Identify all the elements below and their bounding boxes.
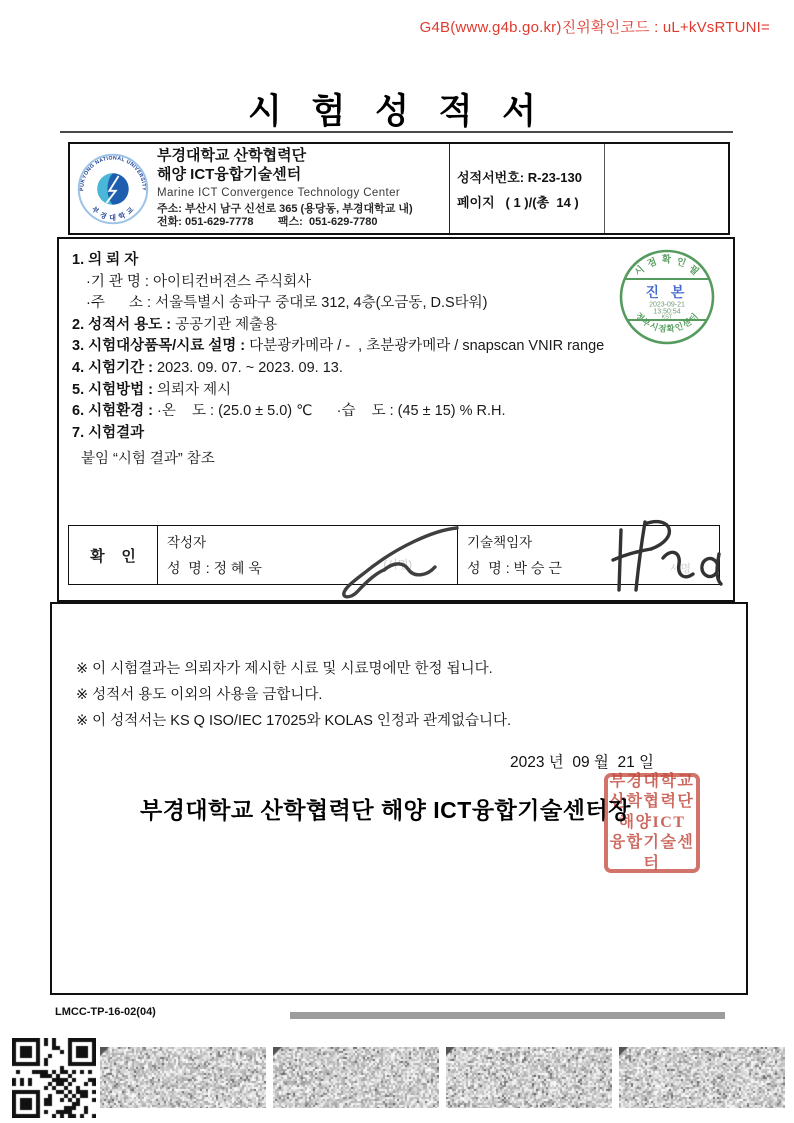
- confirmation-title: 확 인: [69, 526, 158, 584]
- seal-line: 산학협력단: [609, 793, 695, 811]
- attachment-note: 붙임 “시험 결과” 참조: [81, 451, 215, 468]
- writer-cell: [158, 526, 458, 584]
- notes-box: [50, 602, 748, 995]
- header-org-cell: [70, 144, 450, 233]
- tech-sign-placeholder: 서명: [669, 563, 691, 575]
- security-strip: [619, 1047, 785, 1108]
- org-name-line2: 해양 ICT융합기술센터: [157, 165, 302, 183]
- item-client: 1. 의 뢰 자: [72, 252, 139, 268]
- item-sample: 3. 시험대상품목/시료 설명 : 다분광카메라 / - , 초분광카메라 / snapscan VNIR range: [72, 338, 605, 355]
- item-client-org: ·기 관 명 : 아이티컨버젼스 주식회사: [86, 273, 312, 290]
- item-period: 4. 시험기간 : 2023. 09. 07. ~ 2023. 09. 13.: [72, 359, 343, 376]
- seal-line: 해양ICT: [618, 813, 686, 831]
- page-title: 시 험 성 적 서: [248, 92, 546, 131]
- security-strip: [446, 1047, 612, 1108]
- stamp-arc-bottom-text: 정부시점확인센터: [633, 310, 701, 335]
- item-method: 5. 시험방법 : 의뢰자 제시: [72, 381, 232, 398]
- item-result: 7. 시험결과: [72, 424, 145, 441]
- university-logo-icon: [76, 152, 150, 226]
- tech-manager-cell: [458, 526, 719, 584]
- stamp-date: 2023-09-21: [649, 301, 685, 309]
- logo-arc-top-text: PUKYONG NATIONAL UNIVERSITY: [79, 154, 147, 191]
- item-environment: 6. 시험환경 : ·온 도 : (25.0 ± 5.0) ℃ ·습 도 : (45 ± 15) % R.H.: [72, 403, 506, 420]
- item-client-address: ·주 소 : 서울특별시 송파구 중대로 312, 4층(오금동, D.S타워): [86, 295, 488, 312]
- logo-arc-bottom-text: 부 경 대 학 교: [89, 205, 137, 222]
- stamp-center-text: 진 본: [645, 284, 689, 300]
- tech-role-label: 기술책임자: [467, 535, 533, 550]
- header-empty-cell: [605, 144, 728, 233]
- security-pattern-strips: [100, 1047, 785, 1108]
- writer-name: 성 명 : 정 혜 욱: [167, 560, 262, 576]
- title-divider: [60, 131, 733, 133]
- verification-code: G4B(www.g4b.go.kr)진위확인코드 : uL+kVsRTUNI=: [419, 19, 770, 36]
- seal-line: 부경대학교: [609, 772, 695, 790]
- disclaimer-notes: [76, 656, 511, 734]
- footer-gray-bar: [290, 1012, 725, 1019]
- org-phone-fax: 전화: 051-629-7778 팩스: 051-629-7780: [157, 216, 378, 229]
- tech-name: 성 명 : 박 승 근: [467, 560, 562, 576]
- security-strip: [273, 1047, 439, 1108]
- stamp-time: 13:50:54: [653, 308, 681, 316]
- report-number: 성적서번호: R-23-130: [457, 169, 582, 185]
- document-code: LMCC-TP-16-02(04): [55, 1006, 156, 1018]
- note-line: ※ 성적서 용도 이외의 사용을 금합니다.: [76, 687, 323, 703]
- writer-role-label: 작성자: [167, 535, 207, 550]
- security-strip: [100, 1047, 266, 1108]
- qr-code: [12, 1038, 96, 1118]
- issue-date: 2023 년 09 월 21 일: [509, 754, 654, 771]
- header-report-cell: [450, 144, 605, 233]
- header-table: [68, 142, 730, 235]
- issuer-title: 부경대학교 산학협력단 해양 ICT융합기술센터장: [140, 797, 631, 823]
- stamp-arc-top-text: 시 점 확 인 필: [632, 254, 702, 279]
- report-items: [59, 239, 733, 471]
- page-number: 페이지 ( 1 )/(총 14 ): [457, 194, 579, 210]
- confirmation-table: [68, 525, 720, 585]
- org-address: 주소: 부산시 남구 신선로 365 (용당동, 부경대학교 내): [157, 202, 413, 215]
- org-name-english: Marine ICT Convergence Technology Center: [157, 187, 401, 200]
- org-name-line1: 부경대학교 산학협력단: [157, 146, 307, 164]
- writer-sign-placeholder: (서명): [383, 559, 412, 571]
- seal-line: 융합기술센터: [609, 834, 695, 872]
- note-line: ※ 이 시험결과는 의뢰자가 제시한 시료 및 시료명에만 한정 됩니다.: [76, 661, 493, 677]
- stamp-timezone: KST: [661, 314, 673, 321]
- note-line: ※ 이 성적서는 KS Q ISO/IEC 17025와 KOLAS 인정과 관계없습니다.: [76, 713, 512, 729]
- item-purpose: 2. 성적서 용도 : 공공기관 제출용: [72, 316, 278, 333]
